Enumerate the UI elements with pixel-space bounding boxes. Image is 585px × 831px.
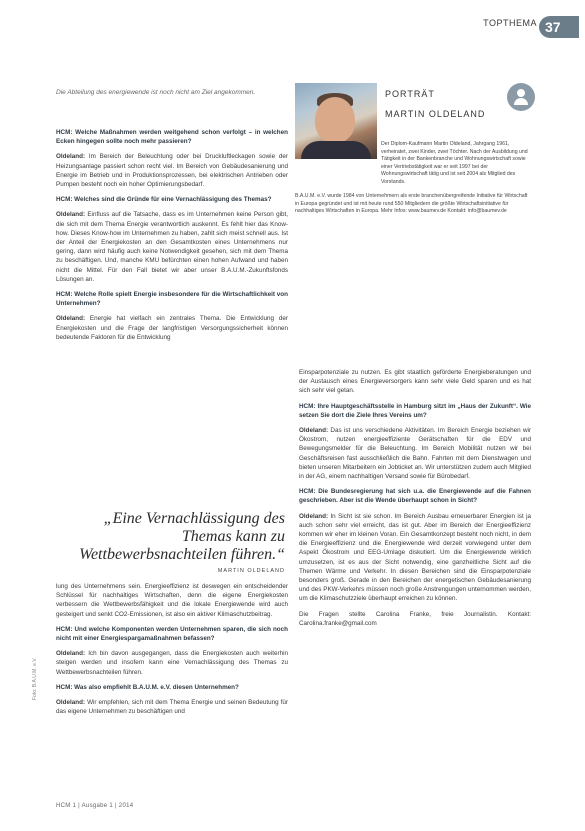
left-column-bottom	[56, 582, 288, 722]
interview-question: HCM: Ihre Hauptgeschäftsstelle in Hamburg sitzt im „Haus der Zukunft“. Wie setzen Sie dort die Ziele Ihres Vereins um?	[299, 402, 531, 419]
interview-answer	[56, 210, 288, 284]
portrait-organization-info: B.A.U.M. e.V. wurde 1984 von Unternehmern als erste branchenübergreifende Initiative für Wirtschaft in Europa gegründet und ist mit heute rund 550 Mitgliedern die größte Wirtschaftsinitiative für nachhaltiges Wirtschaften in Europa. Mehr Infos: www.baumev.de Kontakt: info@baumev.de	[295, 193, 528, 215]
speaker-label: Oldeland:	[56, 153, 89, 161]
interview-answer	[56, 314, 288, 342]
interview-question: HCM: Welches sind die Gründe für eine Vernachlässigung des Themas?	[56, 196, 272, 204]
interview-question: HCM: Was also empfiehlt B.A.U.M. e.V. diesen Unternehmen?	[56, 683, 239, 691]
pull-quote-author: MARTIN OLDELAND	[217, 568, 285, 574]
answer-text: Einsparpotenziale zu nutzen. Es gibt staatlich geförderte Energieberatungen und der Austausch eines Energieversorgers kann sehr viele Geld sparen und es hat sich sehr viel getan.	[299, 369, 531, 395]
interview-question: HCM: Welche Maßnahmen werden weitgehend schon verfolgt – in welchen Ecken hingegen sollte noch mehr passieren?	[56, 129, 288, 146]
interview-question: HCM: Die Bundesregierung hat sich u.a. die Energiewende auf die Fahnen geschrieben. Aber ist die Wende überhaupt schon in Sicht?	[299, 488, 531, 505]
portrait-name: MARTIN OLDELAND	[385, 109, 486, 119]
left-column	[56, 128, 288, 348]
interview-answer	[299, 426, 531, 481]
speaker-label: Oldeland:	[299, 427, 331, 435]
interview-question: HCM: Welche Rolle spielt Energie insbesondere für die Wirtschaftlichkeit von Unternehmen?	[56, 291, 288, 308]
answer-text: Ich bin davon ausgegangen, dass die Energiekosten auch weiterhin steigen werden und insofern kann eine Vernachlässigung des Themas zu Wettbewerbsnachteilen führen.	[56, 650, 288, 676]
speaker-label: Oldeland:	[56, 315, 90, 323]
answer-text: Einfluss auf die Tatsache, dass es im Unternehmen keine Person gibt, die sich mit dem Thema Energie verantwortlich auskennt. Es fehlt hier das Know-how. Dieses Know-how im Unternehmen zu haben, zahlt sich meist schnell aus. Ist der Anteil der Energiekosten an den Gesamtkosten eines Unternehmens nur gering, dann wird häufig auch keine Notwendigkeit gesehen, sich mit dem Thema zu beschäftigen. Und, manche KMU befürchten einen hohen Aufwand und haben nicht die Mittel. Für den Fall bietet wir aber unser B.A.U.M.-Zukunftsfonds Lösungen an.	[56, 211, 288, 283]
answer-text: In Sicht ist sie schon. Im Bereich Ausbau erneuerbarer Energien ist ja auch schon sehr viel erreicht, das ist gut. Aber im Bereich der Energieeffizienz kommen wir eher im kleinen Voran. Ein Gesamtkonzept besteht noch nicht, in dem die Energieeffizienz und die Energiewende wird derzeit vorwiegend unter dem Aspekt Ökostrom und EEG-Umlage diskutiert. Um die Energiewende wirklich umzusetzen, ist es aus der Sicht notwendig, eine ganzheitliche Sicht auf die Themen Wärme und Verkehr. In diesen Bereichen sind die Einsparpotenziale besonders groß. Gerade in den Bereichen der energetischen Gebäudesanierung und des PKW-Verkehrs müssen noch große Anstrengungen unternommen werden, um die Klimaschutzziele überhaupt erreichen zu können.	[299, 512, 531, 603]
interview-answer	[299, 512, 531, 604]
answer-text: Die Fragen stellte Carolina Franke, freie Journalistin. Kontakt: Carolina.franke@gmail.com	[299, 610, 531, 627]
portrait-label: PORTRÄT	[385, 89, 435, 99]
speaker-label: Oldeland:	[56, 650, 89, 658]
answer-text: Wir empfehlen, sich mit dem Thema Energie und seinen Bedeutung für das eigene Unternehmen zu beschäftigen und	[56, 699, 288, 716]
photo-face	[315, 97, 355, 143]
page-number-badge: 37	[539, 16, 579, 38]
interview-answer	[56, 582, 288, 619]
speaker-label: Oldeland:	[299, 512, 331, 520]
answer-text: Im Bereich der Beleuchtung oder bei Druckluftleckagen sowie der Heizungsanlage passiert schon recht viel. Im Bereich von Gebäudesanierung und Energie im Betrieb und in Produktionsprozessen, bei elektrischen Antrieben oder Pumpen besteht noch ein hoher Optimierungsbedarf.	[56, 153, 288, 189]
interview-answer	[299, 368, 531, 396]
person-icon	[507, 83, 535, 111]
portrait-bio: Der Diplom-Kaufmann Martin Oldeland, Jahrgang 1961, verheiratet, zwei Kinder, zwei Töchter. Nach der Ausbildung und Tätigkeit in der Bankenbranche und Wohnungswirtschaft sowie einer Vertriebstätigkeit war er seit 1997 bei der Wohnungswirtschaft tätig und ist seit 2004 als Mitglied des Vorstands.	[381, 141, 528, 185]
interview-answer	[299, 610, 531, 628]
pull-quote: „Eine Vernachlässigung des Themas kann zu Wettbewerbsnachteilen führen.“	[79, 510, 285, 563]
page-footer: HCM 1 | Ausgabe 1 | 2014	[56, 803, 134, 809]
section-label: TOPTHEMA	[483, 18, 537, 28]
interview-answer	[56, 152, 288, 189]
speaker-label: Oldeland:	[56, 211, 88, 219]
interview-answer	[56, 649, 288, 677]
interview-question: HCM: Und welche Komponenten werden Unternehmen sparen, die sich noch nicht mit einer Energiespargamaßnahmen befassen?	[56, 625, 288, 643]
photo-credit: Foto: B.A.U.M. e.V.	[32, 657, 38, 700]
speaker-label: Oldeland:	[56, 699, 88, 707]
answer-text: Das ist uns verschiedene Aktivitäten. Im Bereich Energie beziehen wir Ökostrom, nutzen energieeffiziente Gerätschaften für die EDV und Bewegungsmelder für die Beleuchtung. Im Bereich Mobilität nutzen wir bei Geschäftsreisen fast ausschließlich die Bahn. Fahrten mit dem Dienstwagen und bieten unseren Mitarbeitern ein Jobticket an. Wir unterstützen zudem auch Mitglied in der AG, einem nachhaltigen Versand sowie für Bürobedarf.	[299, 427, 531, 481]
image-caption: Die Abteilung des energiewende ist noch nicht am Ziel angekommen.	[56, 89, 256, 96]
portrait-photo	[295, 83, 377, 159]
page-header	[0, 10, 585, 40]
right-column	[299, 368, 531, 634]
answer-text: Energie hat vielfach ein zentrales Thema. Die Entwicklung der Energiekosten und die Frage der langfristigen Versorgungssicherheit können bedeutende Faktoren für die Entwicklung	[56, 315, 288, 341]
answer-text: lung des Unternehmens sein. Energieeffizienz ist deswegen ein entscheidender Schlüssel für nachhaltiges Wirtschaften, denn die eigene Energiekosten verbessern die Wettbewerbsfähigkeit und die lokale Energiewende wird auch gesteigert und senkt CO2-Emissionen, ist also ein aktiver Klimaschutzbeitrag.	[56, 583, 288, 618]
photo-shirt	[301, 141, 371, 159]
interview-answer	[56, 698, 288, 716]
